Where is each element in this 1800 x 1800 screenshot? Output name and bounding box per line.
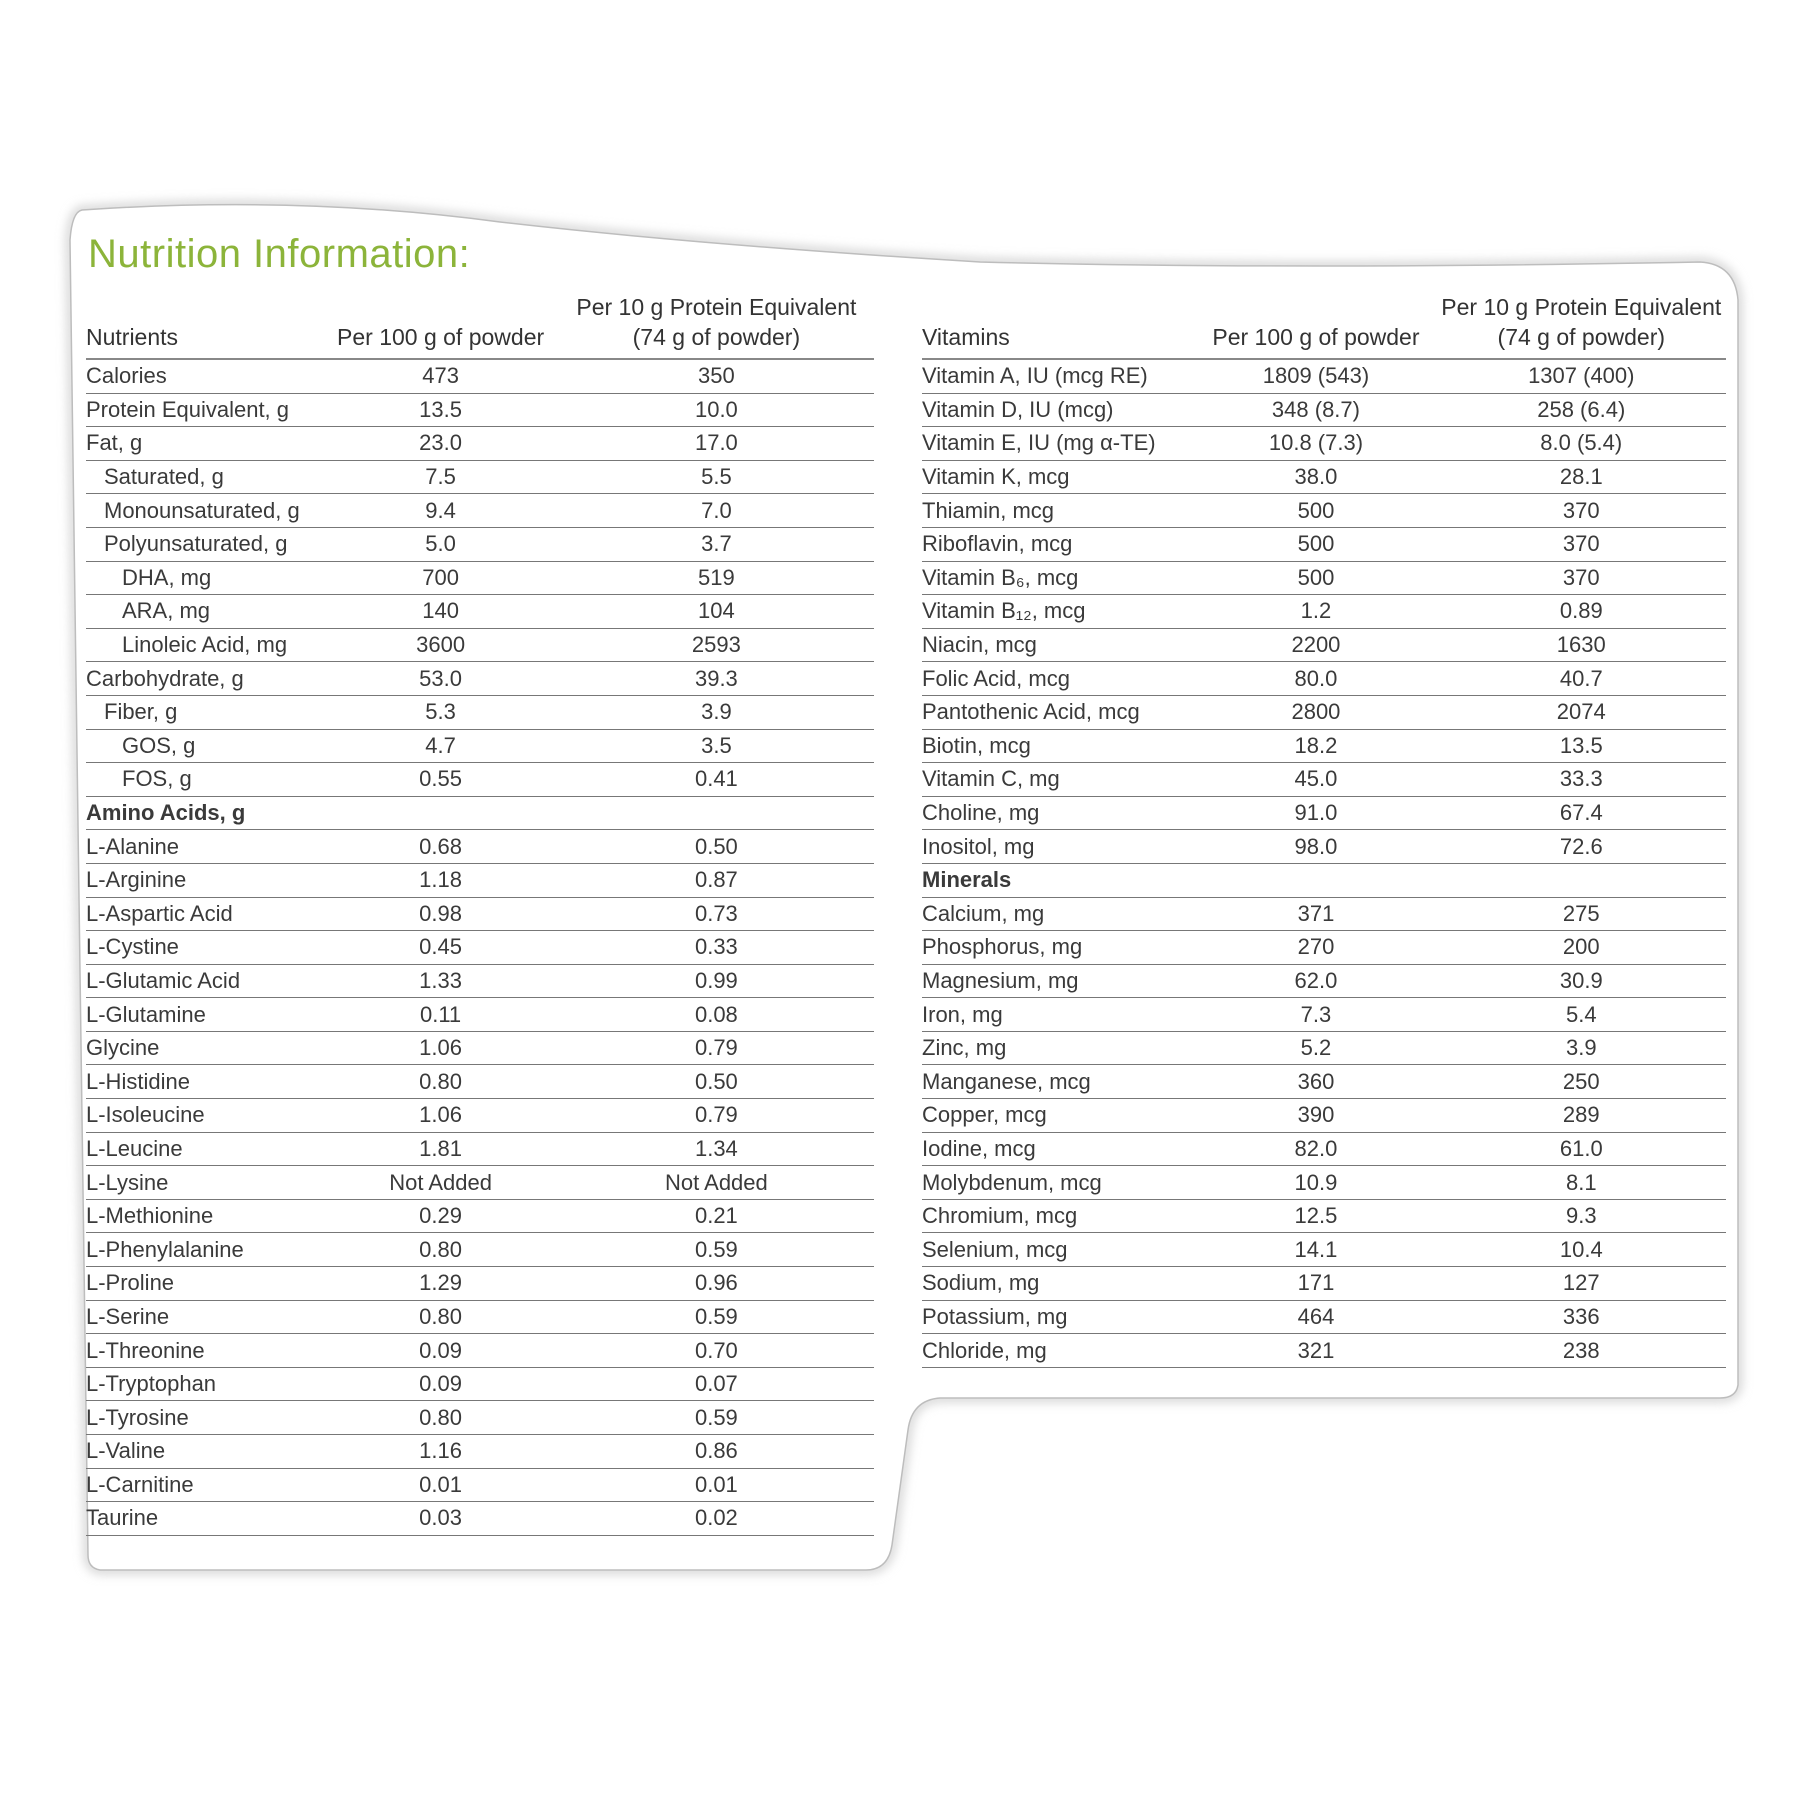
value-per-10g-protein: 275 — [1437, 897, 1726, 931]
value-per-10g-protein: 40.7 — [1437, 662, 1726, 696]
value-per-10g-protein: 1.34 — [559, 1132, 874, 1166]
table-row — [86, 1132, 874, 1166]
value-per-100g: 5.0 — [322, 527, 558, 561]
value-per-10g-protein: 0.21 — [559, 1199, 874, 1233]
value-per-10g-protein: 0.96 — [559, 1267, 874, 1301]
value-per-10g-protein — [1437, 863, 1726, 897]
table-row — [922, 628, 1726, 662]
row-label: DHA, mg — [86, 561, 322, 595]
table-row — [86, 763, 874, 797]
column-header-per-10g-protein: Per 10 g Protein Equivalent (74 g of powder) — [559, 280, 874, 359]
row-label: Saturated, g — [86, 460, 322, 494]
table-row — [922, 494, 1726, 528]
table-row — [922, 763, 1726, 797]
nutrients-header-row — [86, 280, 874, 359]
value-per-100g: 10.8 (7.3) — [1195, 427, 1436, 461]
value-per-10g-protein: 3.5 — [559, 729, 874, 763]
table-row — [86, 561, 874, 595]
value-per-100g: 7.5 — [322, 460, 558, 494]
row-label: L-Arginine — [86, 863, 322, 897]
value-per-10g-protein: 0.01 — [559, 1468, 874, 1502]
row-label: L-Cystine — [86, 931, 322, 965]
table-row — [86, 1367, 874, 1401]
table-row — [86, 695, 874, 729]
value-per-10g-protein: 0.33 — [559, 931, 874, 965]
value-per-100g: 500 — [1195, 561, 1436, 595]
table-row — [922, 595, 1726, 629]
row-label: L-Tyrosine — [86, 1401, 322, 1435]
row-label: L-Proline — [86, 1267, 322, 1301]
table-row — [922, 527, 1726, 561]
table-row — [86, 427, 874, 461]
value-per-10g-protein: 17.0 — [559, 427, 874, 461]
row-label: L-Carnitine — [86, 1468, 322, 1502]
table-row — [922, 998, 1726, 1032]
value-per-10g-protein: 10.0 — [559, 393, 874, 427]
value-per-10g-protein: 0.08 — [559, 998, 874, 1032]
row-label: L-Threonine — [86, 1334, 322, 1368]
table-row — [922, 1166, 1726, 1200]
value-per-10g-protein: 3.9 — [559, 695, 874, 729]
value-per-100g: 0.68 — [322, 830, 558, 864]
value-per-10g-protein: Not Added — [559, 1166, 874, 1200]
value-per-10g-protein: 0.50 — [559, 830, 874, 864]
value-per-10g-protein: 8.0 (5.4) — [1437, 427, 1726, 461]
value-per-100g: 0.80 — [322, 1233, 558, 1267]
table-row — [86, 1199, 874, 1233]
value-per-10g-protein: 127 — [1437, 1267, 1726, 1301]
value-per-10g-protein: 0.86 — [559, 1435, 874, 1469]
value-per-10g-protein: 0.41 — [559, 763, 874, 797]
column-header-per-100g: Per 100 g of powder — [1195, 280, 1436, 359]
value-per-10g-protein: 0.73 — [559, 897, 874, 931]
value-per-10g-protein: 13.5 — [1437, 729, 1726, 763]
table-row — [922, 1065, 1726, 1099]
table-row — [86, 527, 874, 561]
table-row — [922, 460, 1726, 494]
value-per-100g: 0.09 — [322, 1367, 558, 1401]
value-per-10g-protein: 33.3 — [1437, 763, 1726, 797]
table-row — [86, 1031, 874, 1065]
value-per-100g: 270 — [1195, 931, 1436, 965]
row-label: Vitamin D, IU (mcg) — [922, 393, 1195, 427]
value-per-100g: 1.06 — [322, 1099, 558, 1133]
value-per-10g-protein: 5.4 — [1437, 998, 1726, 1032]
row-label: L-Tryptophan — [86, 1367, 322, 1401]
row-label: Inositol, mg — [922, 830, 1195, 864]
value-per-100g: 0.98 — [322, 897, 558, 931]
table-row — [86, 662, 874, 696]
row-label: Vitamin E, IU (mg α-TE) — [922, 427, 1195, 461]
row-label: Manganese, mcg — [922, 1065, 1195, 1099]
row-label: Chromium, mcg — [922, 1199, 1195, 1233]
row-label: Riboflavin, mcg — [922, 527, 1195, 561]
row-label: Biotin, mcg — [922, 729, 1195, 763]
row-label: Fiber, g — [86, 695, 322, 729]
value-per-100g: 1809 (543) — [1195, 359, 1436, 393]
row-label: Potassium, mg — [922, 1300, 1195, 1334]
table-row — [922, 1334, 1726, 1368]
row-label: Vitamin C, mg — [922, 763, 1195, 797]
value-per-100g: 2800 — [1195, 695, 1436, 729]
value-per-100g: 1.29 — [322, 1267, 558, 1301]
table-row — [86, 1065, 874, 1099]
row-label: Calories — [86, 359, 322, 393]
value-per-100g: 0.45 — [322, 931, 558, 965]
table-row — [86, 1300, 874, 1334]
value-per-100g: 1.33 — [322, 964, 558, 998]
value-per-100g: 464 — [1195, 1300, 1436, 1334]
table-row — [86, 863, 874, 897]
value-per-100g: 1.06 — [322, 1031, 558, 1065]
value-per-100g: 62.0 — [1195, 964, 1436, 998]
value-per-100g: 473 — [322, 359, 558, 393]
value-per-10g-protein: 0.59 — [559, 1300, 874, 1334]
table-row — [86, 964, 874, 998]
table-row — [86, 1099, 874, 1133]
table-row — [922, 427, 1726, 461]
value-per-100g: 0.09 — [322, 1334, 558, 1368]
row-label: Molybdenum, mcg — [922, 1166, 1195, 1200]
value-per-10g-protein: 0.70 — [559, 1334, 874, 1368]
value-per-10g-protein: 30.9 — [1437, 964, 1726, 998]
value-per-100g: 1.2 — [1195, 595, 1436, 629]
value-per-100g: 3600 — [322, 628, 558, 662]
value-per-10g-protein: 0.59 — [559, 1233, 874, 1267]
table-row — [922, 1099, 1726, 1133]
table-row — [86, 1233, 874, 1267]
row-label: Niacin, mcg — [922, 628, 1195, 662]
row-label: Carbohydrate, g — [86, 662, 322, 696]
table-row — [86, 494, 874, 528]
row-label: Iodine, mcg — [922, 1132, 1195, 1166]
row-label: Fat, g — [86, 427, 322, 461]
value-per-10g-protein: 0.79 — [559, 1099, 874, 1133]
value-per-10g-protein: 28.1 — [1437, 460, 1726, 494]
value-per-100g: 53.0 — [322, 662, 558, 696]
value-per-100g: 0.80 — [322, 1401, 558, 1435]
row-label: Chloride, mg — [922, 1334, 1195, 1368]
row-label: Linoleic Acid, mg — [86, 628, 322, 662]
row-label: L-Glutamic Acid — [86, 964, 322, 998]
page-title: Nutrition Information: — [88, 232, 471, 276]
row-label: L-Valine — [86, 1435, 322, 1469]
row-label: L-Leucine — [86, 1132, 322, 1166]
value-per-100g: 23.0 — [322, 427, 558, 461]
value-per-100g: 5.2 — [1195, 1031, 1436, 1065]
row-label: Copper, mcg — [922, 1099, 1195, 1133]
value-per-10g-protein: 350 — [559, 359, 874, 393]
column-header-vitamins: Vitamins — [922, 280, 1195, 359]
row-label: Minerals — [922, 863, 1195, 897]
value-per-100g: 500 — [1195, 527, 1436, 561]
table-row — [86, 1502, 874, 1536]
value-per-10g-protein: 0.89 — [1437, 595, 1726, 629]
table-row — [86, 897, 874, 931]
value-per-100g: 1.81 — [322, 1132, 558, 1166]
row-label: Vitamin A, IU (mcg RE) — [922, 359, 1195, 393]
table-row — [922, 561, 1726, 595]
table-row — [922, 1031, 1726, 1065]
table-row — [86, 1267, 874, 1301]
vitamins-table — [922, 280, 1726, 1368]
value-per-100g: 0.03 — [322, 1502, 558, 1536]
value-per-100g: 390 — [1195, 1099, 1436, 1133]
value-per-10g-protein: 5.5 — [559, 460, 874, 494]
row-label: Glycine — [86, 1031, 322, 1065]
value-per-10g-protein: 370 — [1437, 494, 1726, 528]
row-label: Monounsaturated, g — [86, 494, 322, 528]
vitamins-table-body — [922, 359, 1726, 1367]
table-row — [922, 796, 1726, 830]
row-label: Amino Acids, g — [86, 796, 322, 830]
value-per-100g: 9.4 — [322, 494, 558, 528]
row-label: FOS, g — [86, 763, 322, 797]
table-row — [922, 931, 1726, 965]
value-per-10g-protein: 67.4 — [1437, 796, 1726, 830]
value-per-10g-protein: 10.4 — [1437, 1233, 1726, 1267]
value-per-100g: 1.18 — [322, 863, 558, 897]
value-per-100g: 171 — [1195, 1267, 1436, 1301]
value-per-10g-protein: 238 — [1437, 1334, 1726, 1368]
row-label: GOS, g — [86, 729, 322, 763]
table-row — [922, 359, 1726, 393]
value-per-10g-protein: 104 — [559, 595, 874, 629]
row-label: Sodium, mg — [922, 1267, 1195, 1301]
value-per-10g-protein: 1630 — [1437, 628, 1726, 662]
table-row — [922, 1267, 1726, 1301]
value-per-100g: 91.0 — [1195, 796, 1436, 830]
value-per-10g-protein: 250 — [1437, 1065, 1726, 1099]
value-per-10g-protein — [559, 796, 874, 830]
table-row — [86, 460, 874, 494]
value-per-100g: 1.16 — [322, 1435, 558, 1469]
value-per-10g-protein: 7.0 — [559, 494, 874, 528]
value-per-10g-protein: 370 — [1437, 561, 1726, 595]
value-per-10g-protein: 0.50 — [559, 1065, 874, 1099]
row-label: L-Aspartic Acid — [86, 897, 322, 931]
nutrients-table-body — [86, 359, 874, 1535]
value-per-100g: 0.55 — [322, 763, 558, 797]
nutrients-table — [86, 280, 874, 1536]
table-row — [922, 863, 1726, 897]
value-per-10g-protein: 39.3 — [559, 662, 874, 696]
value-per-100g: 0.01 — [322, 1468, 558, 1502]
row-label: Vitamin K, mcg — [922, 460, 1195, 494]
row-label: Choline, mg — [922, 796, 1195, 830]
table-row — [86, 830, 874, 864]
value-per-100g: 5.3 — [322, 695, 558, 729]
value-per-10g-protein: 2593 — [559, 628, 874, 662]
value-per-100g: 4.7 — [322, 729, 558, 763]
value-per-10g-protein: 258 (6.4) — [1437, 393, 1726, 427]
value-per-10g-protein: 370 — [1437, 527, 1726, 561]
row-label: Phosphorus, mg — [922, 931, 1195, 965]
table-row — [86, 729, 874, 763]
table-row — [922, 964, 1726, 998]
value-per-10g-protein: 0.59 — [559, 1401, 874, 1435]
table-row — [86, 628, 874, 662]
row-label: Thiamin, mcg — [922, 494, 1195, 528]
row-label: Selenium, mcg — [922, 1233, 1195, 1267]
table-row — [86, 931, 874, 965]
table-row — [86, 1334, 874, 1368]
table-row — [922, 662, 1726, 696]
nutrients-panel — [86, 280, 874, 1536]
value-per-10g-protein: 0.99 — [559, 964, 874, 998]
value-per-100g — [1195, 863, 1436, 897]
row-label: L-Histidine — [86, 1065, 322, 1099]
value-per-100g: 45.0 — [1195, 763, 1436, 797]
row-label: L-Isoleucine — [86, 1099, 322, 1133]
table-row — [86, 1435, 874, 1469]
value-per-10g-protein: 519 — [559, 561, 874, 595]
value-per-100g: Not Added — [322, 1166, 558, 1200]
table-row — [86, 998, 874, 1032]
value-per-10g-protein: 200 — [1437, 931, 1726, 965]
value-per-10g-protein: 0.79 — [559, 1031, 874, 1065]
table-row — [86, 1166, 874, 1200]
value-per-100g: 2200 — [1195, 628, 1436, 662]
row-label: Protein Equivalent, g — [86, 393, 322, 427]
value-per-100g: 360 — [1195, 1065, 1436, 1099]
table-row — [86, 1401, 874, 1435]
value-per-10g-protein: 3.7 — [559, 527, 874, 561]
value-per-100g: 10.9 — [1195, 1166, 1436, 1200]
value-per-100g: 14.1 — [1195, 1233, 1436, 1267]
value-per-10g-protein: 8.1 — [1437, 1166, 1726, 1200]
value-per-10g-protein: 2074 — [1437, 695, 1726, 729]
vitamins-header-row — [922, 280, 1726, 359]
value-per-10g-protein: 336 — [1437, 1300, 1726, 1334]
value-per-10g-protein: 289 — [1437, 1099, 1726, 1133]
value-per-10g-protein: 0.02 — [559, 1502, 874, 1536]
value-per-100g: 0.80 — [322, 1065, 558, 1099]
table-row — [922, 897, 1726, 931]
value-per-100g — [322, 796, 558, 830]
value-per-100g: 348 (8.7) — [1195, 393, 1436, 427]
row-label: Folic Acid, mcg — [922, 662, 1195, 696]
row-label: L-Phenylalanine — [86, 1233, 322, 1267]
column-header-nutrients: Nutrients — [86, 280, 322, 359]
row-label: Polyunsaturated, g — [86, 527, 322, 561]
value-per-100g: 500 — [1195, 494, 1436, 528]
row-label: L-Serine — [86, 1300, 322, 1334]
table-row — [922, 1233, 1726, 1267]
table-row — [922, 1300, 1726, 1334]
row-label: Zinc, mg — [922, 1031, 1195, 1065]
value-per-100g: 18.2 — [1195, 729, 1436, 763]
table-row — [86, 595, 874, 629]
table-row — [922, 729, 1726, 763]
row-label: L-Methionine — [86, 1199, 322, 1233]
table-row — [922, 695, 1726, 729]
table-row — [86, 359, 874, 393]
row-label: L-Alanine — [86, 830, 322, 864]
row-label: L-Glutamine — [86, 998, 322, 1032]
column-header-per-10g-protein: Per 10 g Protein Equivalent (74 g of powder) — [1437, 280, 1726, 359]
value-per-100g: 13.5 — [322, 393, 558, 427]
table-row — [922, 393, 1726, 427]
table-row — [86, 796, 874, 830]
table-row — [86, 393, 874, 427]
value-per-10g-protein: 0.87 — [559, 863, 874, 897]
value-per-100g: 7.3 — [1195, 998, 1436, 1032]
value-per-100g: 82.0 — [1195, 1132, 1436, 1166]
row-label: Iron, mg — [922, 998, 1195, 1032]
value-per-100g: 38.0 — [1195, 460, 1436, 494]
table-row — [922, 1132, 1726, 1166]
value-per-100g: 98.0 — [1195, 830, 1436, 864]
value-per-100g: 321 — [1195, 1334, 1436, 1368]
row-label: Taurine — [86, 1502, 322, 1536]
column-header-per-100g: Per 100 g of powder — [322, 280, 558, 359]
row-label: Pantothenic Acid, mcg — [922, 695, 1195, 729]
value-per-100g: 12.5 — [1195, 1199, 1436, 1233]
table-row — [86, 1468, 874, 1502]
vitamins-panel — [922, 280, 1726, 1368]
row-label: Calcium, mg — [922, 897, 1195, 931]
value-per-100g: 80.0 — [1195, 662, 1436, 696]
value-per-10g-protein: 3.9 — [1437, 1031, 1726, 1065]
value-per-100g: 0.11 — [322, 998, 558, 1032]
value-per-10g-protein: 61.0 — [1437, 1132, 1726, 1166]
value-per-100g: 0.80 — [322, 1300, 558, 1334]
value-per-10g-protein: 9.3 — [1437, 1199, 1726, 1233]
row-label: L-Lysine — [86, 1166, 322, 1200]
value-per-10g-protein: 72.6 — [1437, 830, 1726, 864]
table-row — [922, 830, 1726, 864]
table-row — [922, 1199, 1726, 1233]
value-per-10g-protein: 1307 (400) — [1437, 359, 1726, 393]
value-per-100g: 0.29 — [322, 1199, 558, 1233]
row-label: Vitamin B₁₂, mcg — [922, 595, 1195, 629]
row-label: Magnesium, mg — [922, 964, 1195, 998]
value-per-100g: 700 — [322, 561, 558, 595]
value-per-10g-protein: 0.07 — [559, 1367, 874, 1401]
value-per-100g: 140 — [322, 595, 558, 629]
value-per-100g: 371 — [1195, 897, 1436, 931]
row-label: Vitamin B₆, mcg — [922, 561, 1195, 595]
row-label: ARA, mg — [86, 595, 322, 629]
